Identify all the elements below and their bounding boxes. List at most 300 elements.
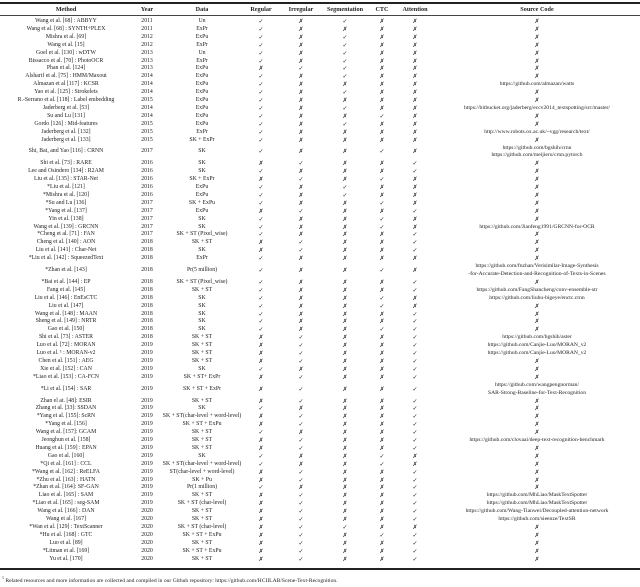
regular-check-icon: ✓ [258, 120, 264, 128]
year-cell: 2020 [141, 547, 153, 554]
method-cell: *Wang et al. [162] : ReELFA [31, 468, 100, 475]
ctc-cross-icon: ✗ [379, 73, 385, 81]
data-cell: ExPr [196, 41, 208, 48]
data-cell: SK + ST + ExPr [183, 385, 221, 392]
attention-cross-icon: ✗ [412, 191, 418, 199]
table-row [0, 97, 640, 105]
no-code-cross-icon: ✗ [534, 120, 540, 128]
data-cell: SK + ExPr [189, 136, 215, 143]
irregular-check-icon: ✓ [298, 444, 304, 452]
method-cell: Wang et al. [139] : GRCNN [33, 223, 99, 230]
method-cell: *Hu et al. [168] : GTC [39, 531, 93, 538]
segmentation-check-icon: ✓ [342, 18, 348, 25]
method-cell: Chen et al. [151] : AEG [38, 357, 94, 364]
segmentation-cross-icon: ✗ [342, 160, 348, 168]
ctc-check-icon: ✓ [379, 302, 385, 310]
table-row [0, 18, 640, 26]
ctc-cross-icon: ✗ [379, 207, 385, 215]
attention-check-icon: ✓ [412, 437, 418, 445]
segmentation-cross-icon: ✗ [342, 508, 348, 516]
table-row [0, 50, 640, 58]
method-cell: Gordo [126] : Mid-features [34, 120, 98, 127]
attention-check-icon: ✓ [412, 334, 418, 342]
table-row [0, 224, 640, 232]
attention-cross-icon: ✗ [412, 452, 418, 460]
table-row [0, 469, 640, 477]
regular-check-icon: ✓ [258, 278, 264, 286]
attention-cross-icon: ✗ [412, 128, 418, 136]
method-cell: Yao et al. [125] : Strokelets [34, 89, 98, 96]
ctc-cross-icon: ✗ [379, 342, 385, 350]
ctc-check-icon: ✓ [379, 531, 385, 539]
regular-check-icon: ✓ [258, 365, 264, 373]
ctc-cross-icon: ✗ [379, 57, 385, 65]
header-source-code: Source Code [520, 6, 554, 13]
source-code-link: https://github.com/Canjie-Luo/MORAN_v2 [487, 350, 587, 357]
segmentation-cross-icon: ✗ [342, 437, 348, 445]
table-row [0, 58, 640, 66]
source-code-link: https://github.com/bgshih/crnn https://github.com/meijieru/crnn.pytorch [491, 144, 583, 159]
table-row [0, 295, 640, 303]
year-cell: 2018 [141, 334, 153, 341]
attention-check-icon: ✓ [412, 444, 418, 452]
year-cell: 2018 [141, 310, 153, 317]
year-cell: 2017 [141, 199, 153, 206]
year-cell: 2014 [141, 89, 153, 96]
year-cell: 2019 [141, 342, 153, 349]
attention-check-icon: ✓ [412, 365, 418, 373]
table-row [0, 287, 640, 295]
data-cell: ExPu [195, 65, 209, 72]
table-row [0, 429, 640, 437]
data-cell: SK + ST [191, 286, 213, 293]
method-cell: Mishra et al. [69] [45, 33, 87, 40]
attention-check-icon: ✓ [412, 357, 418, 365]
ctc-cross-icon: ✗ [379, 476, 385, 484]
year-cell: 2017 [141, 231, 153, 238]
regular-cross-icon: ✗ [258, 508, 264, 516]
segmentation-cross-icon: ✗ [342, 385, 348, 393]
year-cell: 2018 [141, 286, 153, 293]
method-cell: *Zhan et al. [164]: SF-GAN [33, 484, 99, 491]
regular-cross-icon: ✗ [258, 334, 264, 342]
regular-check-icon: ✓ [258, 199, 264, 207]
source-code-link: https://github.com/clovaai/deep-text-recognition-benchmark [469, 437, 605, 444]
method-cell: Alsharif et al. [75] : HMM/Maxout [25, 73, 107, 80]
attention-check-icon: ✓ [412, 484, 418, 492]
year-cell: 2020 [141, 524, 153, 530]
regular-check-icon: ✓ [258, 128, 264, 136]
irregular-cross-icon: ✗ [298, 184, 304, 192]
no-code-cross-icon: ✗ [534, 239, 540, 247]
ctc-cross-icon: ✗ [379, 104, 385, 112]
table-row [0, 311, 640, 319]
irregular-check-icon: ✓ [298, 397, 304, 405]
table-row [0, 413, 640, 421]
method-cell: Phan et al. [124] [46, 65, 86, 72]
irregular-cross-icon: ✗ [298, 310, 304, 318]
segmentation-cross-icon: ✗ [342, 516, 348, 524]
no-code-cross-icon: ✗ [534, 49, 540, 57]
table-row [0, 516, 640, 524]
irregular-check-icon: ✓ [298, 207, 304, 215]
ctc-cross-icon: ✗ [379, 231, 385, 239]
attention-check-icon: ✓ [412, 429, 418, 437]
ctc-cross-icon: ✗ [379, 255, 385, 263]
data-cell: Un [198, 18, 206, 24]
regular-check-icon: ✓ [258, 25, 264, 33]
data-cell: ExPu [195, 184, 209, 191]
method-cell: *Liu et al. [121] [47, 184, 85, 191]
no-code-cross-icon: ✗ [534, 25, 540, 33]
data-cell: ExPu [195, 191, 209, 198]
no-code-cross-icon: ✗ [534, 18, 540, 25]
table-row [0, 73, 640, 81]
regular-check-icon: ✓ [258, 267, 264, 275]
regular-check-icon: ✓ [258, 41, 264, 49]
no-code-cross-icon: ✗ [534, 168, 540, 176]
attention-check-icon: ✓ [412, 247, 418, 255]
regular-cross-icon: ✗ [258, 547, 264, 555]
table-row [0, 437, 640, 445]
data-cell: SK + ST [191, 239, 213, 246]
table-row [0, 89, 640, 97]
attention-cross-icon: ✗ [412, 223, 418, 231]
ctc-cross-icon: ✗ [379, 247, 385, 255]
year-cell: 2015 [141, 97, 153, 104]
year-cell: 2014 [141, 73, 153, 80]
footnote-mark: 1 [2, 575, 4, 580]
no-code-cross-icon: ✗ [534, 326, 540, 334]
table-row [0, 208, 640, 216]
no-code-cross-icon: ✗ [534, 278, 540, 286]
table-row [0, 453, 640, 461]
table-row [0, 350, 640, 358]
table-row [0, 303, 640, 311]
method-cell: *Su and Lu [136] [45, 199, 87, 206]
year-cell: 2015 [141, 120, 153, 127]
ctc-cross-icon: ✗ [379, 547, 385, 555]
segmentation-check-icon: ✓ [342, 120, 348, 128]
method-cell: Sheng et al. [149] : NRTR [35, 318, 97, 325]
irregular-cross-icon: ✗ [298, 460, 304, 468]
header-regular: Regular [250, 6, 272, 13]
regular-check-icon: ✓ [258, 460, 264, 468]
attention-cross-icon: ✗ [412, 136, 418, 144]
segmentation-check-icon: ✓ [342, 184, 348, 192]
ctc-cross-icon: ✗ [379, 41, 385, 49]
attention-cross-icon: ✗ [412, 176, 418, 184]
table-row [0, 34, 640, 42]
no-code-cross-icon: ✗ [534, 452, 540, 460]
method-cell: Wang et al. [157]: GCAM [35, 429, 97, 436]
attention-check-icon: ✓ [412, 413, 418, 421]
method-cell: Cheng et al. [140] : AON [36, 239, 96, 246]
irregular-check-icon: ✓ [298, 350, 304, 358]
attention-check-icon: ✓ [412, 385, 418, 393]
irregular-cross-icon: ✗ [298, 286, 304, 294]
data-cell: ExPu [195, 207, 209, 214]
header-ctc: CTC [375, 6, 389, 13]
attention-check-icon: ✓ [412, 468, 418, 476]
source-code-link: https://github.com/Canjie-Luo/MORAN_v2 [487, 342, 587, 349]
no-code-cross-icon: ✗ [534, 41, 540, 49]
data-cell: SK + ExPu [188, 199, 216, 206]
year-cell: 2019 [141, 476, 153, 483]
irregular-check-icon: ✓ [298, 516, 304, 524]
data-cell: Pr(5 million) [186, 267, 218, 274]
regular-cross-icon: ✗ [258, 413, 264, 421]
segmentation-check-icon: ✓ [342, 191, 348, 199]
irregular-cross-icon: ✗ [298, 136, 304, 144]
segmentation-cross-icon: ✗ [342, 278, 348, 286]
method-cell: Bissacco et al. [70] : PhotoOCR [28, 57, 104, 64]
no-code-cross-icon: ✗ [534, 318, 540, 326]
segmentation-cross-icon: ✗ [342, 148, 348, 156]
regular-check-icon: ✓ [258, 452, 264, 460]
method-cell: Shi, Bai, and Yao [116] : CRNN [28, 148, 104, 155]
ctc-cross-icon: ✗ [379, 444, 385, 452]
table-body [0, 15, 640, 564]
regular-cross-icon: ✗ [258, 176, 264, 184]
irregular-cross-icon: ✗ [298, 318, 304, 326]
year-cell: 2016 [141, 191, 153, 198]
no-code-cross-icon: ✗ [534, 460, 540, 468]
attention-cross-icon: ✗ [412, 460, 418, 468]
year-cell: 2019 [141, 444, 153, 451]
irregular-cross-icon: ✗ [298, 267, 304, 275]
ctc-check-icon: ✓ [379, 267, 385, 275]
segmentation-cross-icon: ✗ [342, 81, 348, 89]
table-row [0, 247, 640, 255]
attention-cross-icon: ✗ [412, 104, 418, 112]
attention-cross-icon: ✗ [412, 148, 418, 156]
segmentation-cross-icon: ✗ [342, 468, 348, 476]
regular-cross-icon: ✗ [258, 444, 264, 452]
irregular-check-icon: ✓ [298, 437, 304, 445]
irregular-check-icon: ✓ [298, 539, 304, 547]
method-cell: Wang et al. [166] : DAN [37, 508, 95, 515]
bottom-rule [0, 568, 640, 570]
attention-check-icon: ✓ [412, 555, 418, 563]
ctc-cross-icon: ✗ [379, 508, 385, 516]
data-cell: SK + ST + ExPu [182, 421, 222, 428]
method-cell: R.-Serrano et al. [118] : Label embedding [17, 97, 115, 104]
no-code-cross-icon: ✗ [534, 444, 540, 452]
source-code-link: http://www.robots.ox.ac.uk/~vgg/research/text/ [484, 128, 590, 135]
source-code-link: https://github.com/almazan/watts [499, 81, 575, 88]
segmentation-cross-icon: ✗ [342, 207, 348, 215]
method-cell: Fang et al. [145] [46, 286, 86, 293]
year-cell: 2018 [141, 294, 153, 301]
table-row [0, 81, 640, 89]
data-cell: SK [198, 318, 206, 325]
table-row [0, 461, 640, 469]
method-cell: Goel et al. [130] : wDTW [36, 49, 96, 56]
irregular-cross-icon: ✗ [298, 278, 304, 286]
no-code-cross-icon: ✗ [534, 255, 540, 263]
year-cell: 2016 [141, 160, 153, 167]
year-cell: 2019 [141, 492, 153, 499]
table-row [0, 168, 640, 176]
no-code-cross-icon: ✗ [534, 555, 540, 563]
method-cell: Zhang et al. [33]: SSDAN [35, 405, 97, 412]
method-cell: Jaderberg et al. [133] [41, 136, 91, 143]
segmentation-cross-icon: ✗ [342, 239, 348, 247]
segmentation-cross-icon: ✗ [342, 460, 348, 468]
attention-cross-icon: ✗ [412, 215, 418, 223]
no-code-cross-icon: ✗ [534, 191, 540, 199]
irregular-cross-icon: ✗ [298, 120, 304, 128]
year-cell: 2019 [141, 429, 153, 436]
year-cell: 2018 [141, 267, 153, 274]
data-cell: SK [198, 326, 206, 333]
year-cell: 2018 [141, 239, 153, 246]
segmentation-cross-icon: ✗ [342, 476, 348, 484]
data-cell: SK [198, 160, 206, 167]
attention-check-icon: ✓ [412, 231, 418, 239]
no-code-cross-icon: ✗ [534, 57, 540, 65]
method-cell: Almazan et al [117] : KCSR [33, 81, 99, 88]
regular-cross-icon: ✗ [258, 516, 264, 524]
segmentation-cross-icon: ✗ [342, 500, 348, 508]
year-cell: 2020 [141, 539, 153, 546]
data-cell: SK [198, 302, 206, 309]
attention-cross-icon: ✗ [412, 112, 418, 120]
method-cell: Jaderberg et al. [53] [42, 104, 90, 111]
segmentation-cross-icon: ✗ [342, 539, 348, 547]
irregular-cross-icon: ✗ [298, 73, 304, 81]
method-cell: Jeonghun et al. [158] [41, 437, 91, 444]
ctc-cross-icon: ✗ [379, 136, 385, 144]
ctc-cross-icon: ✗ [379, 539, 385, 547]
header-method: Method [55, 6, 77, 13]
data-cell: SK [198, 310, 206, 317]
year-cell: 2011 [141, 18, 153, 24]
segmentation-cross-icon: ✗ [342, 310, 348, 318]
data-cell: SK + ST + ExPu [182, 531, 222, 538]
ctc-cross-icon: ✗ [379, 25, 385, 33]
ctc-check-icon: ✓ [379, 148, 385, 156]
attention-cross-icon: ✗ [412, 25, 418, 33]
data-cell: SK + ST [191, 350, 213, 357]
ctc-cross-icon: ✗ [379, 421, 385, 429]
table-row [0, 200, 640, 208]
method-cell: Yin et al. [138] [48, 215, 84, 222]
regular-check-icon: ✓ [258, 112, 264, 120]
no-code-cross-icon: ✗ [534, 365, 540, 373]
ctc-cross-icon: ✗ [379, 357, 385, 365]
attention-check-icon: ✓ [412, 342, 418, 350]
attention-cross-icon: ✗ [412, 120, 418, 128]
year-cell: 2020 [141, 555, 153, 562]
source-code-link: https://github.com/Wang-Tianwei/Decoupled-attention-network [465, 508, 609, 515]
data-cell: ExPr [196, 128, 208, 135]
irregular-cross-icon: ✗ [298, 168, 304, 176]
ctc-cross-icon: ✗ [379, 365, 385, 373]
attention-cross-icon: ✗ [412, 524, 418, 531]
no-code-cross-icon: ✗ [534, 160, 540, 168]
no-code-cross-icon: ✗ [534, 484, 540, 492]
table-row [0, 492, 640, 500]
data-cell: SK + Pu [192, 476, 212, 483]
ctc-cross-icon: ✗ [379, 397, 385, 405]
header-segmentation: Segmentation [326, 6, 364, 13]
segmentation-cross-icon: ✗ [342, 413, 348, 421]
year-cell: 2020 [141, 508, 153, 515]
table-row [0, 532, 640, 540]
ctc-cross-icon: ✗ [379, 385, 385, 393]
data-cell: SK + ST [191, 357, 213, 364]
data-cell: SK [198, 215, 206, 222]
table-row [0, 42, 640, 50]
method-cell: Wang et al. [68] : SYNTH+PLEX [26, 25, 106, 32]
segmentation-cross-icon: ✗ [342, 421, 348, 429]
source-code-link: https://github.com/fnzhan/Verisimilar-Image-Synthesis -for-Accurate-Detection-and-Recognition-of-Texts-in-Scenes [468, 263, 606, 277]
irregular-cross-icon: ✗ [298, 128, 304, 136]
regular-check-icon: ✓ [258, 89, 264, 97]
attention-cross-icon: ✗ [412, 97, 418, 105]
year-cell: 2019 [141, 373, 153, 380]
segmentation-cross-icon: ✗ [342, 231, 348, 239]
year-cell: 2019 [141, 437, 153, 444]
regular-cross-icon: ✗ [258, 65, 264, 73]
table-row [0, 382, 640, 398]
no-code-cross-icon: ✗ [534, 421, 540, 429]
regular-cross-icon: ✗ [258, 500, 264, 508]
irregular-cross-icon: ✗ [298, 148, 304, 156]
ctc-cross-icon: ✗ [379, 405, 385, 413]
year-cell: 2019 [141, 484, 153, 491]
source-code-link: https://github.com/MhLiao/MaskTextSpotter [486, 492, 588, 499]
regular-cross-icon: ✗ [258, 239, 264, 247]
table-row [0, 342, 640, 350]
year-cell: 2012 [141, 33, 153, 40]
method-cell: Shi et al. [73] : RARE [40, 160, 92, 167]
segmentation-cross-icon: ✗ [342, 255, 348, 263]
source-code-link: https://github.com/Jianfeng1991/GRCNN-for-OCR [479, 223, 595, 230]
ctc-cross-icon: ✗ [379, 555, 385, 563]
method-cell: Xie et al. [152] : CAN [40, 365, 92, 372]
no-code-cross-icon: ✗ [534, 397, 540, 405]
year-cell: 2019 [141, 350, 153, 357]
attention-check-icon: ✓ [412, 547, 418, 555]
method-cell: *Liu et al. [142] : SqueezedText [28, 255, 104, 262]
data-cell: ExPu [195, 73, 209, 80]
ctc-cross-icon: ✗ [379, 524, 385, 531]
ctc-cross-icon: ✗ [379, 310, 385, 318]
segmentation-cross-icon: ✗ [342, 429, 348, 437]
no-code-cross-icon: ✗ [534, 413, 540, 421]
segmentation-check-icon: ✓ [342, 104, 348, 112]
regular-check-icon: ✓ [258, 18, 264, 25]
no-code-cross-icon: ✗ [534, 373, 540, 381]
regular-check-icon: ✓ [258, 310, 264, 318]
ctc-cross-icon: ✗ [379, 65, 385, 73]
segmentation-cross-icon: ✗ [342, 397, 348, 405]
method-cell: Liu et al. [147] [48, 302, 84, 309]
regular-cross-icon: ✗ [258, 492, 264, 500]
method-cell: Wang et al. [15] [47, 41, 85, 48]
segmentation-cross-icon: ✗ [342, 267, 348, 275]
method-cell: *Li et al. [154] : SAR [40, 385, 92, 392]
attention-check-icon: ✓ [412, 239, 418, 247]
no-code-cross-icon: ✗ [534, 176, 540, 184]
table-row [0, 129, 640, 137]
method-cell: Liu et al. [146] : EnEsCTC [34, 294, 98, 301]
header-year: Year [140, 6, 154, 13]
regular-check-icon: ✓ [258, 215, 264, 223]
